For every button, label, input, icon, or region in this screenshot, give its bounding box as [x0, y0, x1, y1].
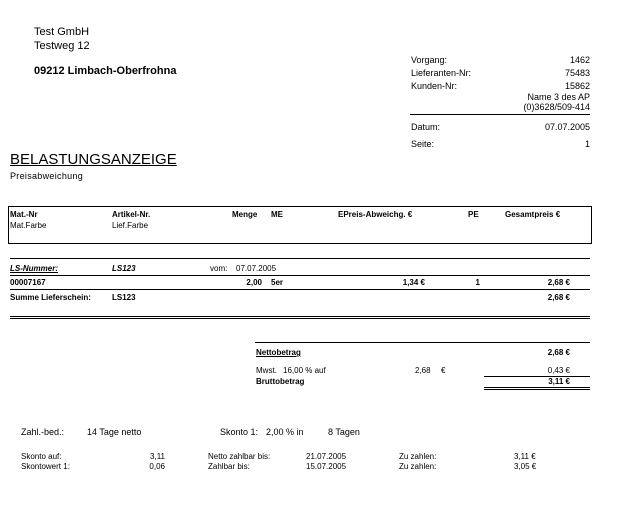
item-matnr: 00007167 — [10, 278, 46, 287]
document-title: BELASTUNGSANZEIGE — [10, 151, 177, 168]
col-epreis: EPreis-Abweichg. € — [338, 210, 413, 219]
zahlbed-value: 14 Tage netto — [87, 427, 142, 437]
item-me: 5er — [271, 278, 284, 287]
col-lieffarbe: Lief.Farbe — [112, 221, 149, 230]
contact-name: Name 3 des AP — [527, 92, 590, 102]
zahlbed-label: Zahl.-bed.: — [21, 427, 65, 437]
ls-date: 07.07.2005 — [236, 264, 277, 273]
brutto-divider-2 — [484, 389, 590, 390]
item-pe: 1 — [475, 278, 480, 287]
skonto1-label: Skonto 1: — [220, 427, 259, 437]
vorgang-value: 1462 — [569, 55, 590, 65]
sender-company: Test GmbH — [34, 26, 90, 38]
netto-value: 2,68 € — [547, 348, 570, 357]
summe-divider-1 — [10, 316, 590, 317]
sender-city: 09212 Limbach-Oberfrohna — [34, 65, 177, 77]
item-gesamt: 2,68 € — [547, 278, 570, 287]
lieferanten-label: Lieferanten-Nr: — [411, 68, 472, 78]
col-me: ME — [271, 210, 283, 219]
zu-zahlen-1-value: 3,11 € — [514, 452, 536, 461]
skontowert-label: Skontowert 1: — [21, 462, 70, 471]
lieferanten-value: 75483 — [564, 68, 590, 78]
ls-number: LS123 — [112, 264, 136, 273]
brutto-label: Bruttobetrag — [256, 377, 305, 386]
zu-zahlen-2-value: 3,05 € — [514, 462, 537, 471]
summe-number: LS123 — [112, 293, 136, 302]
zahlbar-bis-value: 15.07.2005 — [306, 462, 347, 471]
mwst-rate: 16,00 % auf — [283, 366, 326, 375]
mwst-base-currency: € — [441, 366, 446, 375]
col-gesamtpreis: Gesamtpreis € — [505, 210, 561, 219]
item-epreis: 1,34 € — [402, 278, 425, 287]
netto-bis-value: 21.07.2005 — [306, 452, 347, 461]
zahlbar-bis-label: Zahlbar bis: — [208, 462, 250, 471]
ls-date-label: vom: — [210, 264, 228, 273]
skonto1-rate: 2,00 % in — [266, 427, 304, 437]
summe-label: Summe Lieferschein: — [10, 293, 91, 302]
summe-divider-2 — [10, 318, 590, 319]
ls-label: LS-Nummer: — [10, 264, 59, 273]
datum-label: Datum: — [411, 122, 441, 132]
skonto1-days: 8 Tagen — [328, 427, 360, 437]
col-pe: PE — [468, 210, 479, 219]
seite-label: Seite: — [411, 139, 435, 149]
col-artikelnr: Artikel-Nr. — [112, 210, 151, 219]
col-matnr: Mat.-Nr — [10, 210, 38, 219]
mwst-base: 2,68 — [415, 366, 431, 375]
zu-zahlen-2-label: Zu zahlen: — [399, 462, 437, 471]
skonto-auf-value: 3,11 — [150, 452, 165, 461]
datum-value: 07.07.2005 — [544, 122, 590, 132]
contact-phone: (0)3628/509-414 — [523, 102, 590, 112]
col-menge: Menge — [232, 210, 258, 219]
ls-divider — [10, 258, 590, 259]
netto-label: Nettobetrag — [256, 348, 301, 357]
zu-zahlen-1-label: Zu zahlen: — [399, 452, 437, 461]
seite-value: 1 — [584, 139, 590, 149]
summe-value: 2,68 € — [547, 293, 570, 302]
brutto-divider-1 — [484, 387, 590, 388]
vorgang-label: Vorgang: — [411, 55, 448, 65]
item-divider-bottom — [10, 289, 590, 290]
document-subtitle: Preisabweichung — [10, 171, 84, 181]
kunden-label: Kunden-Nr: — [411, 81, 458, 91]
item-menge: 2,00 — [246, 278, 262, 287]
netto-bis-label: Netto zahlbar bis: — [208, 452, 271, 461]
info-divider — [410, 114, 590, 115]
sender-street: Testweg 12 — [34, 40, 90, 52]
kunden-value: 15862 — [564, 81, 590, 91]
skontowert-value: 0,06 — [149, 462, 165, 471]
skonto-auf-label: Skonto auf: — [21, 452, 62, 461]
mwst-value: 0,43 € — [547, 366, 570, 375]
brutto-value: 3,11 € — [548, 377, 570, 386]
mwst-label: Mwst. — [256, 366, 277, 375]
col-matfarbe: Mat.Farbe — [10, 221, 47, 230]
item-divider-top — [10, 275, 590, 276]
totals-divider — [255, 342, 590, 343]
